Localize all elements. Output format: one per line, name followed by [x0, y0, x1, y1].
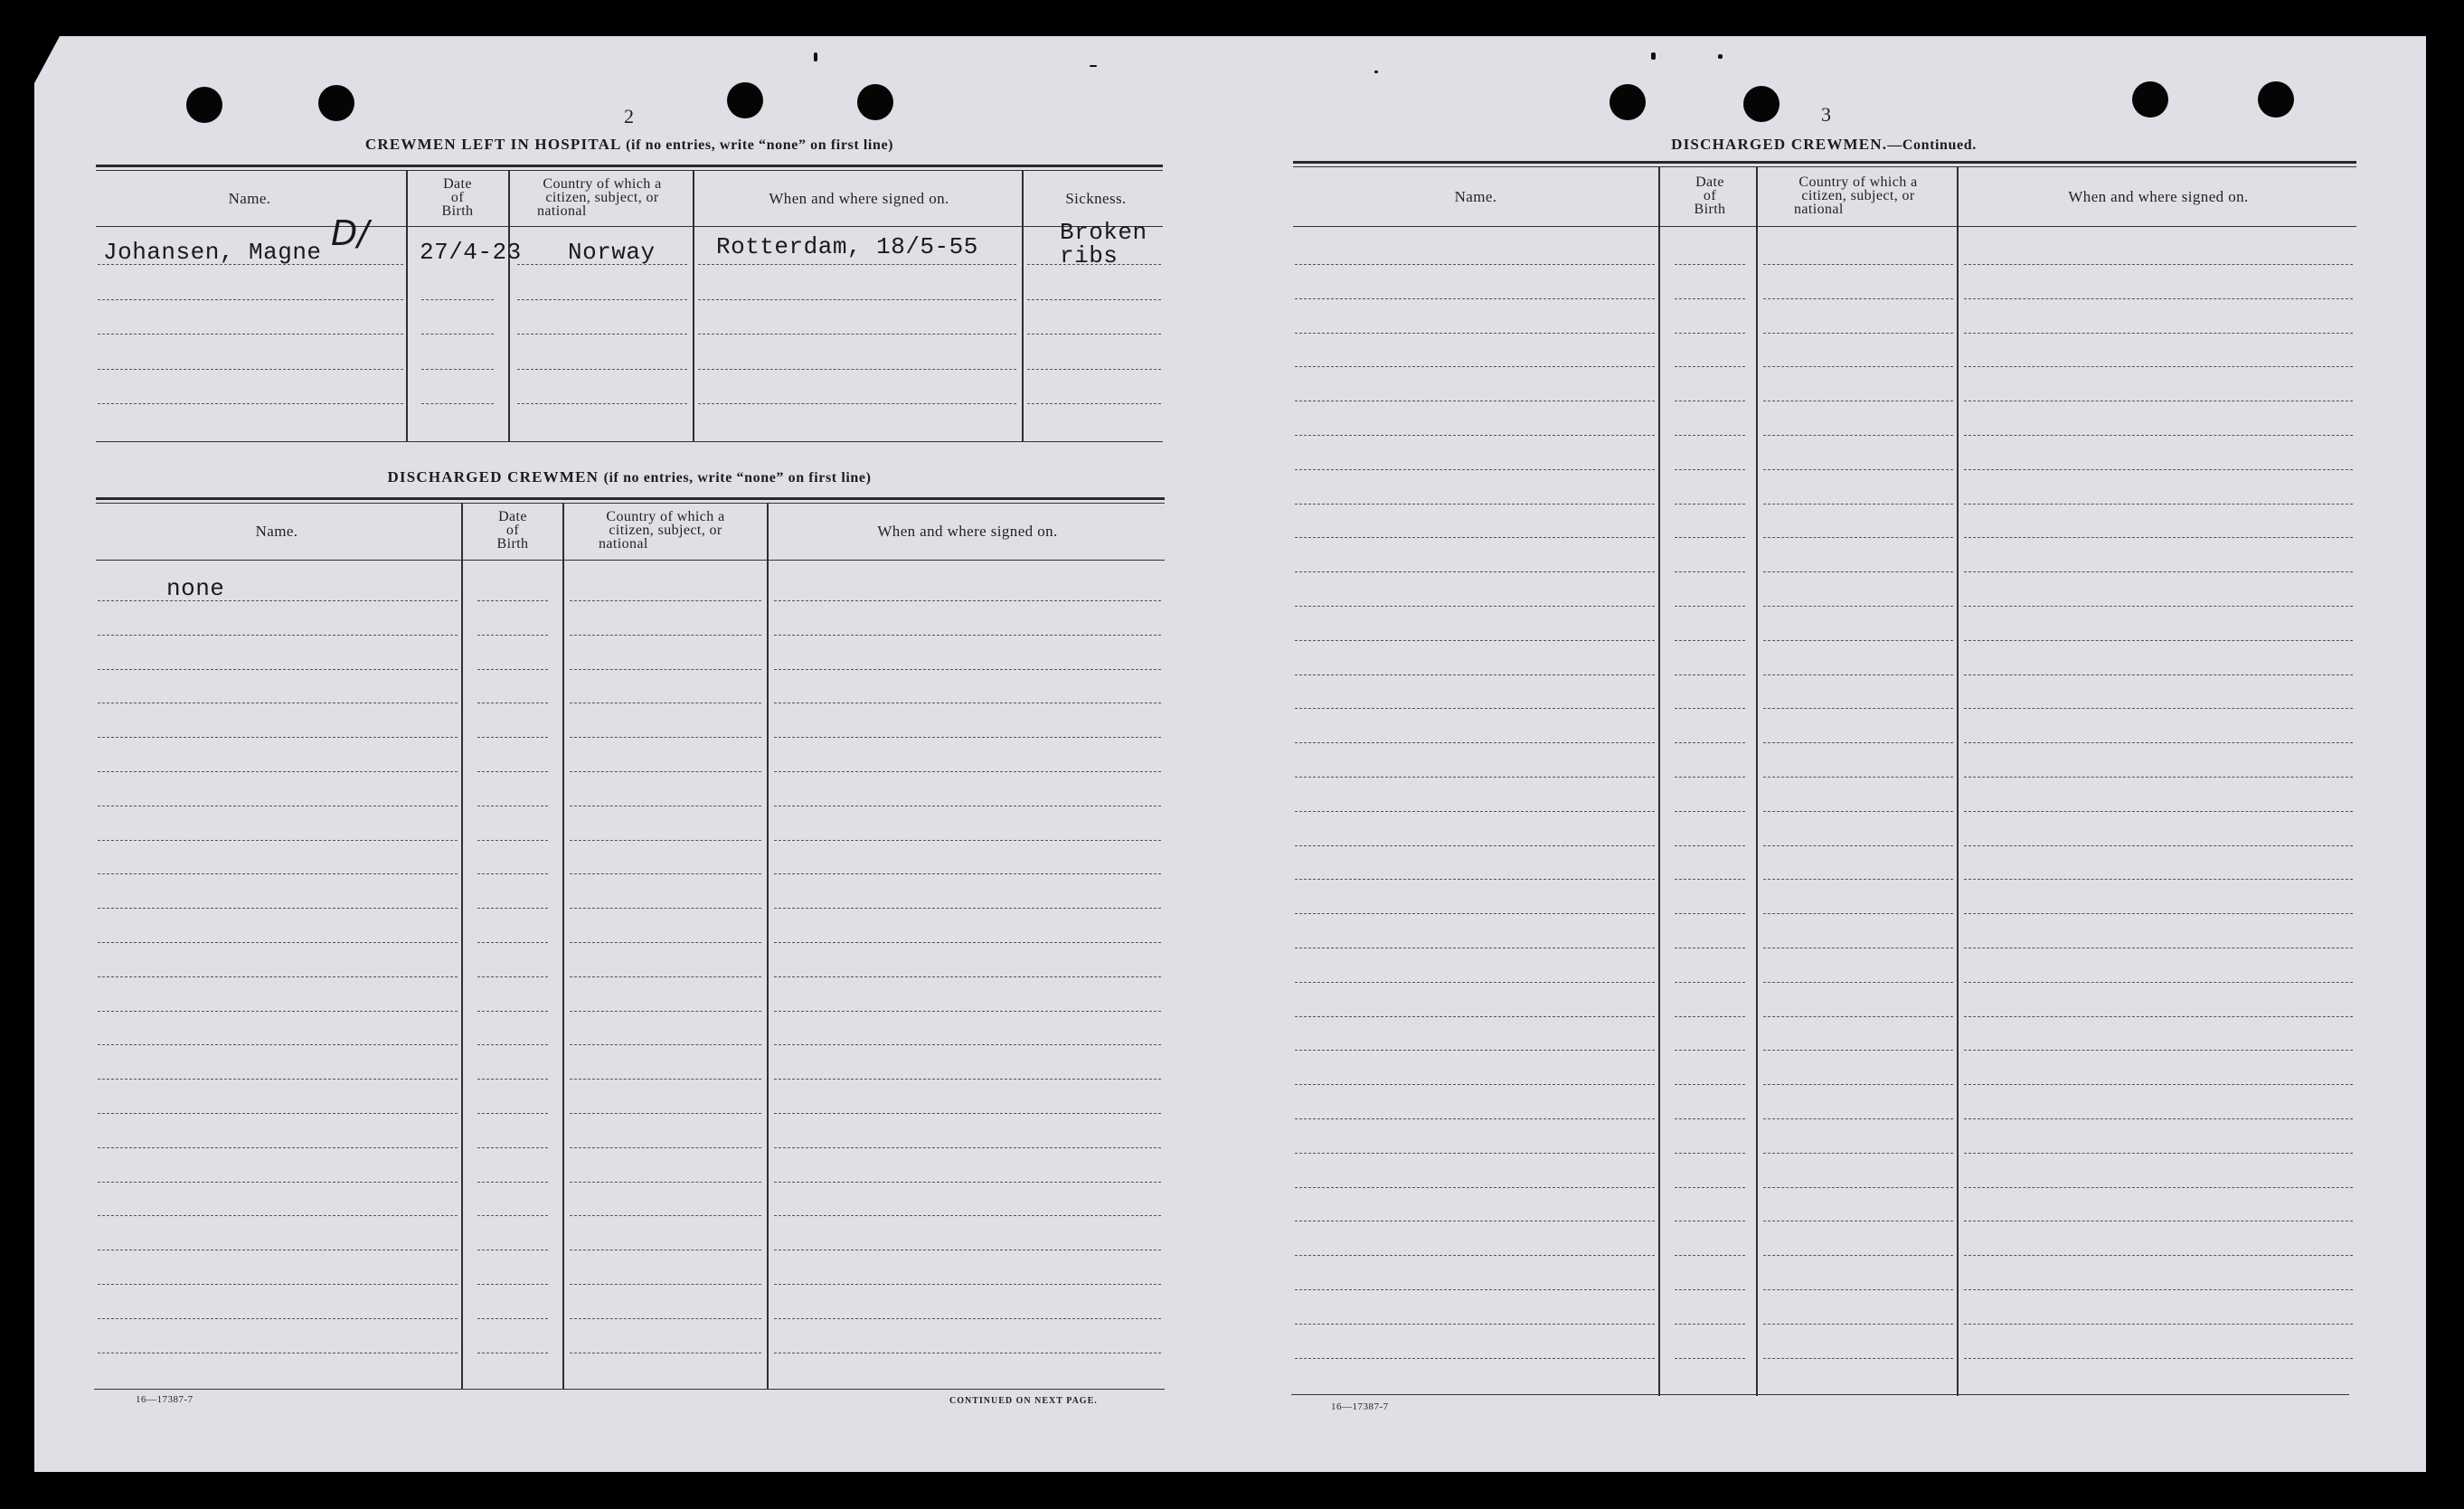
ruled-line [98, 1044, 458, 1045]
ruled-line [1295, 1016, 1655, 1017]
ruled-line [1964, 1289, 2353, 1290]
ruled-line [774, 1215, 1161, 1216]
ruled-line [1295, 1118, 1655, 1119]
ruled-line [1675, 298, 1745, 299]
ruled-line [98, 1215, 458, 1216]
ruled-line [774, 1113, 1161, 1114]
ruled-line [1675, 1118, 1745, 1119]
ruled-line [1763, 366, 1953, 367]
ruled-line [774, 908, 1161, 909]
ruled-line [1675, 1084, 1745, 1085]
ruled-line [1964, 1255, 2353, 1256]
ruled-line [1675, 708, 1745, 709]
ruled-line [1295, 640, 1655, 641]
ruled-line [98, 1318, 458, 1319]
right-header-country-line3: national [1794, 202, 1844, 217]
ruled-line [1964, 298, 2353, 299]
hospital-header-dob-line3: Birth [441, 203, 474, 219]
punch-hole [1743, 86, 1780, 122]
ruled-line [1763, 1153, 1953, 1154]
ruled-line [1675, 811, 1745, 812]
discharged-header-country-line3: national [599, 536, 648, 552]
ruled-line [1763, 1289, 1953, 1290]
ruled-line [1763, 606, 1953, 607]
ruled-line [1295, 1084, 1655, 1085]
ruled-line [98, 908, 458, 909]
ruled-line [1964, 811, 2353, 812]
ruled-line [1675, 913, 1745, 914]
ruled-line [774, 976, 1161, 977]
right-header-dob-line2: of [1703, 188, 1717, 203]
discharged-title-note: (if no entries, write “none” on first line) [603, 470, 872, 486]
ruled-line [1964, 537, 2353, 538]
ink-speck [814, 52, 817, 61]
ruled-line [1763, 1016, 1953, 1017]
ink-speck [1090, 65, 1097, 67]
ruled-line [477, 635, 548, 636]
right-header-signed: When and where signed on. [2068, 188, 2249, 205]
ruled-line [98, 976, 458, 977]
ruled-line [774, 1318, 1161, 1319]
ruled-line [1295, 435, 1655, 436]
ruled-line [1675, 1255, 1745, 1256]
right-title-text: DISCHARGED CREWMEN. [1671, 136, 1888, 153]
right-col-divider [1957, 166, 1959, 1396]
ruled-line [477, 1011, 548, 1012]
hospital-header-country [512, 177, 693, 218]
discharged-header-signed: When and where signed on. [877, 523, 1058, 540]
ruled-line [477, 840, 548, 841]
discharged-header-country-line1: Country of which a [606, 509, 725, 524]
right-section-title [1295, 136, 2353, 154]
ruled-line [570, 737, 761, 738]
ruled-line [98, 1113, 458, 1114]
ruled-line [1964, 1016, 2353, 1017]
ruled-line [477, 669, 548, 670]
ruled-line [1295, 674, 1655, 675]
ruled-line [570, 600, 761, 601]
ruled-line [1295, 504, 1655, 505]
ruled-line [570, 1318, 761, 1319]
ruled-line [570, 1147, 761, 1148]
ruled-line [570, 1079, 761, 1080]
ruled-line [1964, 366, 2353, 367]
hospital-header-dob-line1: Date [443, 176, 472, 192]
discharged-col-divider [767, 503, 769, 1389]
ruled-line [1763, 1050, 1953, 1051]
ruled-line [1763, 504, 1953, 505]
ruled-line [1964, 1358, 2353, 1359]
ruled-line [1295, 1153, 1655, 1154]
ink-speck [1651, 52, 1656, 60]
discharged-header-rule [96, 560, 1165, 561]
page-number: 2 [624, 105, 634, 127]
discharged-header-dob [463, 510, 562, 551]
ruled-line [477, 1284, 548, 1285]
hospital-col-divider [406, 170, 408, 441]
ruled-line [1675, 742, 1745, 743]
hospital-header-dob-line2: of [450, 190, 465, 205]
ruled-line [477, 1079, 548, 1080]
ruled-line [774, 1147, 1161, 1148]
ruled-line [1295, 742, 1655, 743]
discharged-col-divider [562, 503, 564, 1389]
ruled-line [1763, 674, 1953, 675]
ruled-line [1675, 571, 1745, 572]
ruled-line [98, 1011, 458, 1012]
ruled-line [1964, 742, 2353, 743]
ruled-line [1763, 982, 1953, 983]
ruled-line [570, 1044, 761, 1045]
ruled-line [1763, 1187, 1953, 1188]
ruled-line [1675, 1153, 1745, 1154]
ruled-line [570, 908, 761, 909]
ruled-line [570, 840, 761, 841]
punch-hole [727, 82, 763, 118]
hospital-section-title [96, 136, 1163, 154]
ruled-line [1763, 913, 1953, 914]
ruled-line [98, 873, 458, 874]
hospital-bottom-rule [96, 441, 1163, 442]
ruled-line [98, 600, 458, 601]
discharged-header-dob-line2: of [505, 523, 520, 538]
handwritten-mark-text: D/ [331, 213, 370, 253]
ruled-line [774, 771, 1161, 772]
ruled-line [774, 1182, 1161, 1183]
ruled-line [1295, 333, 1655, 334]
ruled-line [774, 873, 1161, 874]
discharged-header-country-line2: citizen, subject, or [609, 523, 722, 538]
ruled-line [1675, 1289, 1745, 1290]
ruled-line [477, 771, 548, 772]
ruled-line [1964, 333, 2353, 334]
ink-speck [1374, 71, 1378, 73]
right-title-suffix: —Continued. [1887, 137, 1977, 153]
right-header-name: Name. [1454, 188, 1497, 205]
ruled-line [774, 669, 1161, 670]
hospital-col-divider [1022, 170, 1024, 441]
ruled-line [1964, 1118, 2353, 1119]
ruled-line [1763, 298, 1953, 299]
ruled-line [1295, 606, 1655, 607]
ruled-line [570, 1182, 761, 1183]
hospital-header-dob [407, 177, 508, 218]
ruled-line [98, 737, 458, 738]
right-col-divider [1658, 166, 1660, 1396]
ruled-line [1964, 674, 2353, 675]
ruled-line [774, 1284, 1161, 1285]
hospital-header-country-line3: national [537, 203, 587, 219]
ruled-line [1763, 264, 1953, 265]
punch-hole [318, 85, 354, 121]
punch-hole [186, 87, 222, 123]
right-header-country-line2: citizen, subject, or [1801, 188, 1915, 203]
ruled-line [1763, 469, 1953, 470]
ruled-line [1763, 777, 1953, 778]
ruled-line [570, 635, 761, 636]
discharged-top-rule [96, 497, 1165, 500]
ruled-line [477, 1113, 548, 1114]
right-header-dob-line3: Birth [1694, 202, 1726, 217]
ruled-line [1964, 913, 2353, 914]
ruled-line [1675, 879, 1745, 880]
hospital-entry-name: Johansen, Magne [103, 239, 322, 266]
ruled-line [1295, 982, 1655, 983]
ruled-line [1964, 1187, 2353, 1188]
ruled-line [1675, 333, 1745, 334]
ruled-line [98, 1079, 458, 1080]
ruled-line [1964, 435, 2353, 436]
continued-note: CONTINUED ON NEXT PAGE. [949, 1396, 1098, 1406]
right-header-dob-line1: Date [1695, 174, 1724, 190]
hospital-header-rule [96, 226, 1163, 227]
ruled-line [1675, 674, 1745, 675]
ruled-line [774, 942, 1161, 943]
ruled-line [1763, 742, 1953, 743]
right-col-divider [1756, 166, 1758, 1396]
hospital-entry-signed: Rotterdam, 18/5-55 [716, 233, 978, 260]
ruled-line [1295, 1187, 1655, 1188]
ruled-line [1295, 1255, 1655, 1256]
ruled-line [477, 976, 548, 977]
ruled-line [774, 600, 1161, 601]
ruled-line [570, 873, 761, 874]
ruled-line [98, 635, 458, 636]
ruled-line [477, 600, 548, 601]
ruled-line [1964, 1153, 2353, 1154]
ruled-line [1295, 469, 1655, 470]
ruled-line [1964, 640, 2353, 641]
ruled-line [774, 1079, 1161, 1080]
hospital-header-name: Name. [228, 190, 271, 207]
hospital-entry-dob: 27/4-23 [420, 239, 522, 266]
ruled-line [570, 1284, 761, 1285]
ruled-line [1964, 1050, 2353, 1051]
ruled-line [98, 942, 458, 943]
ruled-line [1763, 1084, 1953, 1085]
ruled-line [98, 669, 458, 670]
ruled-line [98, 1147, 458, 1148]
ruled-line [1675, 606, 1745, 607]
punch-hole [1610, 84, 1646, 120]
right-header-rule [1293, 226, 2356, 227]
ruled-line [477, 908, 548, 909]
ruled-line [1964, 571, 2353, 572]
ruled-line [1295, 537, 1655, 538]
ruled-line [1295, 777, 1655, 778]
ruled-line [1675, 469, 1745, 470]
ruled-line [1964, 708, 2353, 709]
ruled-line [570, 1011, 761, 1012]
ruled-line [98, 840, 458, 841]
ink-speck [1718, 54, 1723, 59]
hospital-entry-sickness-line1: Broken [1060, 219, 1147, 246]
discharged-first-entry: none [166, 575, 225, 602]
ruled-line [1763, 333, 1953, 334]
hospital-top-rule [96, 165, 1163, 167]
ruled-line [98, 1284, 458, 1285]
ruled-line [1675, 1016, 1745, 1017]
ruled-line [1964, 982, 2353, 983]
ruled-line [1763, 435, 1953, 436]
discharged-top-rule-thin [96, 503, 1165, 504]
ruled-line [477, 1147, 548, 1148]
discharged-header-name: Name. [255, 523, 298, 540]
discharged-col-divider [461, 503, 463, 1389]
right-header-country-line1: Country of which a [1798, 174, 1918, 190]
hospital-header-country-line2: citizen, subject, or [545, 190, 659, 205]
ruled-line [477, 1215, 548, 1216]
ruled-line [1675, 435, 1745, 436]
discharged-section-title [96, 468, 1163, 486]
ruled-line [98, 1182, 458, 1183]
ruled-line [1675, 1050, 1745, 1051]
discharged-title-text: DISCHARGED CREWMEN [387, 468, 599, 486]
ruled-line [1763, 640, 1953, 641]
ruled-line [1295, 571, 1655, 572]
ruled-line [774, 1044, 1161, 1045]
ruled-line [774, 1011, 1161, 1012]
document-sheet [34, 36, 2426, 1472]
ruled-line [1295, 1289, 1655, 1290]
ruled-line [1295, 366, 1655, 367]
ruled-line [1675, 366, 1745, 367]
ruled-line [570, 942, 761, 943]
left-form-number: 16—17387-7 [136, 1394, 194, 1405]
hospital-col-divider [508, 170, 510, 441]
ruled-line [570, 976, 761, 977]
handwritten-mark [331, 213, 369, 253]
ruled-line [1295, 264, 1655, 265]
ruled-line [570, 669, 761, 670]
ruled-line [1763, 845, 1953, 846]
ruled-line [1675, 777, 1745, 778]
right-form-number: 16—17387-7 [1331, 1401, 1389, 1412]
right-header-country [1760, 175, 1957, 216]
hospital-header-signed: When and where signed on. [769, 190, 949, 207]
ruled-line [1295, 913, 1655, 914]
ruled-line [1675, 1324, 1745, 1325]
ruled-line [477, 942, 548, 943]
hospital-header-sickness: Sickness. [1065, 190, 1127, 207]
ruled-line [1763, 1358, 1953, 1359]
ruled-line [1964, 845, 2353, 846]
ruled-line [1964, 1324, 2353, 1325]
ruled-line [1964, 777, 2353, 778]
hospital-header-country-line1: Country of which a [543, 176, 662, 192]
ruled-line [570, 771, 761, 772]
ruled-line [1763, 1255, 1953, 1256]
punch-hole [857, 84, 893, 120]
right-top-rule [1293, 161, 2356, 164]
ruled-line [1964, 469, 2353, 470]
right-page-bottom-rule [1291, 1394, 2349, 1395]
hospital-entry-country: Norway [568, 239, 656, 266]
ruled-line [477, 737, 548, 738]
ruled-line [1675, 537, 1745, 538]
ruled-line [1295, 298, 1655, 299]
discharged-header-country [564, 510, 767, 551]
ruled-line [774, 840, 1161, 841]
ruled-line [98, 771, 458, 772]
page-number: 3 [1821, 103, 1831, 126]
ruled-line [1295, 708, 1655, 709]
ruled-line [1675, 264, 1745, 265]
ruled-line [477, 1318, 548, 1319]
ruled-line [1763, 708, 1953, 709]
ruled-line [1675, 1358, 1745, 1359]
ruled-line [570, 1215, 761, 1216]
ruled-line [477, 1044, 548, 1045]
right-top-rule-thin [1293, 166, 2356, 167]
right-header-dob [1662, 175, 1758, 216]
ruled-line [1675, 504, 1745, 505]
ruled-line [1964, 264, 2353, 265]
hospital-title-text: CREWMEN LEFT IN HOSPITAL [364, 136, 621, 153]
ruled-line [1964, 504, 2353, 505]
ruled-line [1295, 1358, 1655, 1359]
ruled-line [570, 1113, 761, 1114]
ruled-line [1295, 1324, 1655, 1325]
ruled-line [477, 1182, 548, 1183]
ruled-line [1763, 811, 1953, 812]
ruled-line [774, 737, 1161, 738]
ruled-line [1763, 1118, 1953, 1119]
punch-hole [2132, 81, 2168, 118]
hospital-top-rule-thin [96, 170, 1163, 171]
ruled-line [1675, 1187, 1745, 1188]
discharged-header-dob-line3: Birth [496, 536, 529, 552]
ruled-line [1763, 537, 1953, 538]
ruled-line [1763, 571, 1953, 572]
ruled-line [1763, 879, 1953, 880]
ruled-line [1763, 1324, 1953, 1325]
ruled-line [477, 873, 548, 874]
ruled-line [1675, 640, 1745, 641]
ruled-line [1675, 982, 1745, 983]
ruled-line [1964, 1084, 2353, 1085]
left-page-bottom-rule [94, 1389, 1165, 1390]
ruled-line [1675, 845, 1745, 846]
ruled-line [1295, 879, 1655, 880]
hospital-col-divider [693, 170, 694, 441]
ruled-line [1964, 879, 2353, 880]
punch-hole [2258, 81, 2294, 118]
ruled-line [1964, 606, 2353, 607]
ruled-line [1295, 1050, 1655, 1051]
ruled-line [1295, 845, 1655, 846]
hospital-entry-sickness-line2: ribs [1060, 242, 1119, 269]
discharged-header-dob-line1: Date [498, 509, 527, 524]
ruled-line [774, 635, 1161, 636]
ruled-line [1295, 811, 1655, 812]
hospital-title-note: (if no entries, write “none” on first line) [626, 137, 894, 153]
